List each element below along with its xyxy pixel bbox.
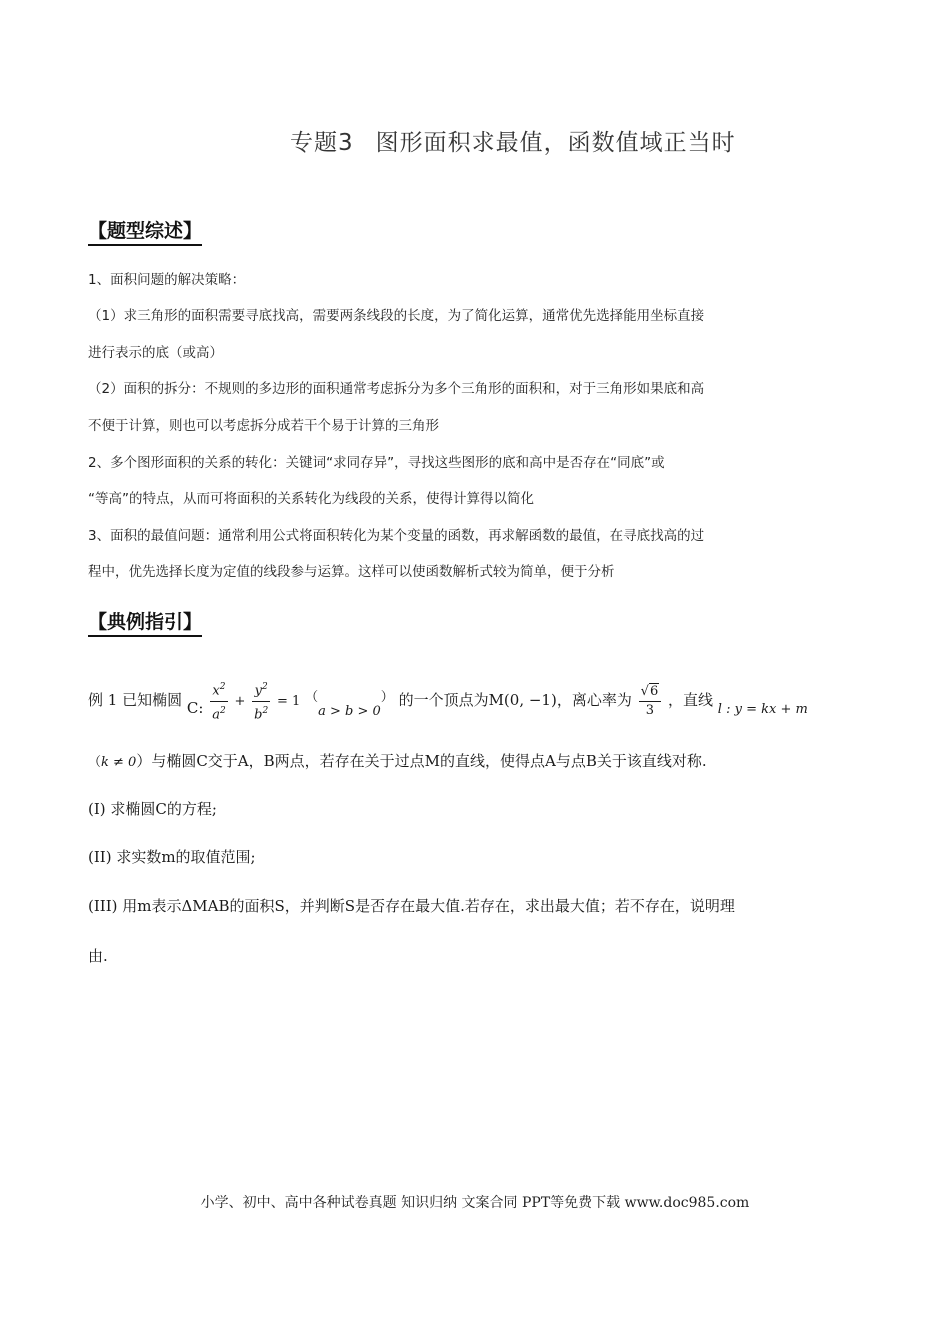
question-2: (II) 求实数m的取值范围; <box>88 848 256 866</box>
exponent: 2 <box>262 705 269 716</box>
eccentricity-fraction <box>639 683 662 720</box>
overview-line: 1、面积问题的解决策略： <box>88 272 246 288</box>
open-paren: （ <box>88 755 102 770</box>
question-3: (III) 用m表示ΔMAB的面积S，并判断S是否存在最大值.若存在，求出最大值；若不存在，说明理 <box>88 897 735 915</box>
example-1-lead: 例 1 已知椭圆 <box>88 691 183 709</box>
title-text: 图形面积求最值，函数值域正当时 <box>375 130 736 156</box>
fraction-y2-b2 <box>252 678 270 724</box>
overview-line: 进行表示的底（或高） <box>88 345 223 361</box>
close-paren: ） <box>380 690 394 705</box>
line-equation <box>718 702 808 717</box>
eccentricity-denominator: 3 <box>645 702 655 718</box>
ellipse-label: C: <box>186 699 204 717</box>
vertex-point: M(0, −1) <box>488 691 557 709</box>
line-name: l <box>717 702 722 717</box>
exponent: 2 <box>262 682 268 693</box>
overview-line: 不便于计算，则也可以考虑拆分成若干个易于计算的三角形 <box>88 418 439 434</box>
y-var: y <box>254 683 262 699</box>
overview-line: （2）面积的拆分：不规则的多边形的面积通常考虑拆分为多个三角形的面积和，对于三角形如果底和高 <box>88 381 705 397</box>
equals-one: = 1 <box>277 694 301 709</box>
line-expression: : y = kx + m <box>721 702 808 717</box>
overview-line: 3、面积的最值问题：通常利用公式将面积转化为某个变量的函数，再求解函数的最值，在寻底找高的过 <box>88 528 705 544</box>
example-1-statement <box>88 676 808 734</box>
exponent: 2 <box>219 705 226 716</box>
line-text: ，直线 <box>668 691 714 709</box>
question-3-continuation: 由. <box>88 947 108 965</box>
fraction-x2-a2 <box>210 678 228 724</box>
overview-heading: 【题型综述】 <box>88 219 202 246</box>
vertex-text: 的一个顶点为 <box>398 691 489 709</box>
eccentricity-text: ，离心率为 <box>556 691 632 709</box>
overview-line: “等高”的特点，从而可将面积的关系转化为线段的关系，使得计算得以简化 <box>88 491 534 507</box>
overview-line: （1）求三角形的面积需要寻底找高，需要两条线段的长度，为了简化运算，通常优先选择能用坐标直接 <box>88 308 705 324</box>
sqrt-symbol: √6 <box>640 683 659 699</box>
ellipse-condition: a > b > 0 <box>318 704 381 719</box>
overview-line: 程中，优先选择长度为定值的线段参与运算。这样可以使函数解析式较为简单，便于分析 <box>88 564 615 580</box>
k-condition: k ≠ 0 <box>101 755 137 770</box>
b-var: b <box>254 706 263 722</box>
intersection-text: ）与椭圆C交于A，B两点，若存在关于过点M的直线，使得点A与点B关于该直线对称. <box>136 752 707 770</box>
open-paren: （ <box>305 690 319 705</box>
examples-heading: 【典例指引】 <box>88 610 202 637</box>
a-var: a <box>212 706 220 722</box>
exponent: 2 <box>219 682 226 693</box>
x-var: x <box>212 683 220 699</box>
footer: 小学、初中、高中各种试卷真题 知识归纳 文案合同 PPT等免费下载 www.doc985.com <box>200 1195 750 1211</box>
question-1: (I) 求椭圆C的方程; <box>88 800 217 818</box>
example-1-statement-line-2 <box>88 750 707 774</box>
title-number: 专题3 <box>290 130 354 156</box>
plus-sign: + <box>234 694 246 709</box>
radicand: 6 <box>649 683 659 699</box>
page-title <box>290 124 736 157</box>
overview-line: 2、多个图形面积的关系的转化：关键词“求同存异”，寻找这些图形的底和高中是否存在“同底”或 <box>88 455 665 471</box>
